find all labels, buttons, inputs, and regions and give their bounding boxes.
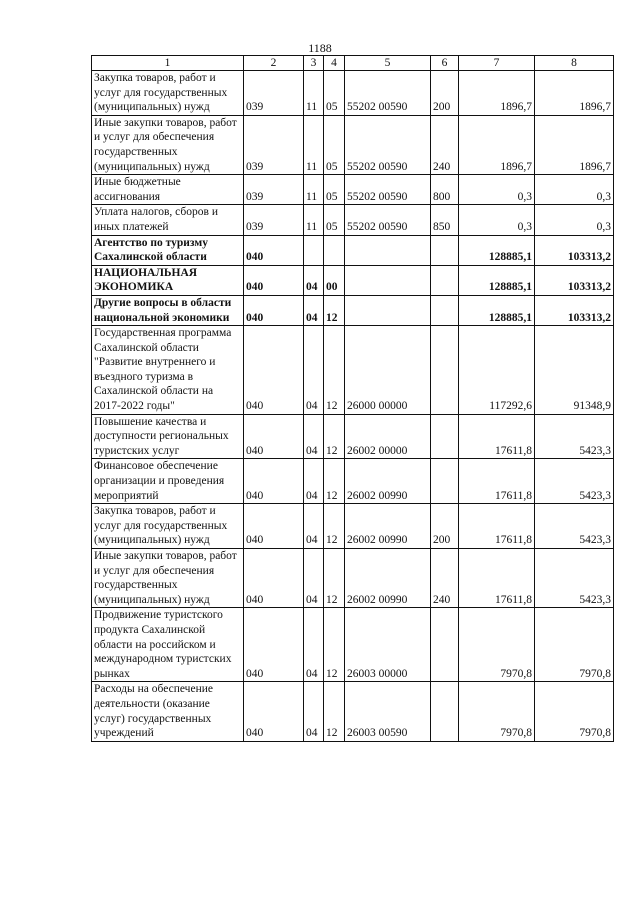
row-amount-2020-cell: 91348,9 [535, 326, 614, 415]
row-amount-2019-cell: 1896,7 [459, 71, 535, 116]
row-amount-2019-cell: 128885,1 [459, 265, 535, 295]
row-admin-code-cell: 040 [244, 504, 304, 549]
row-section-cell: 04 [304, 608, 324, 682]
row-admin-code-cell: 039 [244, 205, 304, 235]
row-target-code-cell [345, 295, 431, 325]
row-expense-type-cell: 800 [431, 175, 459, 205]
row-expense-type-cell [431, 326, 459, 415]
column-header: 7 [459, 56, 535, 71]
row-subsection-cell: 00 [324, 265, 345, 295]
row-target-code-cell: 55202 00590 [345, 175, 431, 205]
row-section-cell: 04 [304, 504, 324, 549]
row-section-cell: 04 [304, 682, 324, 741]
row-expense-type-cell: 240 [431, 549, 459, 608]
row-subsection-cell: 05 [324, 115, 345, 174]
row-expense-type-cell [431, 608, 459, 682]
row-amount-2020-cell: 1896,7 [535, 115, 614, 174]
row-target-code-cell: 55202 00590 [345, 71, 431, 116]
row-admin-code-cell: 039 [244, 175, 304, 205]
table-row [92, 235, 614, 265]
row-admin-code-cell: 040 [244, 459, 304, 504]
row-section-cell: 04 [304, 295, 324, 325]
row-amount-2020-cell: 5423,3 [535, 414, 614, 459]
table-row [92, 265, 614, 295]
row-subsection-cell: 12 [324, 682, 345, 741]
row-subsection-cell: 12 [324, 549, 345, 608]
row-amount-2019-cell: 17611,8 [459, 459, 535, 504]
budget-table [91, 55, 614, 742]
row-amount-2020-cell: 103313,2 [535, 235, 614, 265]
table-row [92, 682, 614, 741]
row-amount-2020-cell: 0,3 [535, 205, 614, 235]
table-body [92, 71, 614, 742]
row-expense-type-cell [431, 414, 459, 459]
table-row [92, 326, 614, 415]
row-subsection-cell: 05 [324, 71, 345, 116]
row-amount-2019-cell: 7970,8 [459, 682, 535, 741]
table-row [92, 71, 614, 116]
column-header: 6 [431, 56, 459, 71]
column-header: 4 [324, 56, 345, 71]
row-amount-2019-cell: 0,3 [459, 205, 535, 235]
row-expense-type-cell [431, 265, 459, 295]
row-expense-type-cell [431, 459, 459, 504]
row-target-code-cell: 26003 00590 [345, 682, 431, 741]
row-section-cell: 04 [304, 549, 324, 608]
row-subsection-cell: 05 [324, 175, 345, 205]
row-expense-type-cell: 200 [431, 71, 459, 116]
row-target-code-cell: 26003 00000 [345, 608, 431, 682]
row-name-cell: Иные бюджетные ассигнования [92, 175, 244, 205]
row-subsection-cell: 12 [324, 504, 345, 549]
row-section-cell: 11 [304, 115, 324, 174]
table-row [92, 504, 614, 549]
row-amount-2020-cell: 7970,8 [535, 608, 614, 682]
row-target-code-cell: 55202 00590 [345, 205, 431, 235]
row-amount-2020-cell: 1896,7 [535, 71, 614, 116]
row-name-cell: Продвижение туристского продукта Сахалинской области на российском и международном туристских рынках [92, 608, 244, 682]
table-row [92, 205, 614, 235]
row-expense-type-cell: 240 [431, 115, 459, 174]
row-admin-code-cell: 040 [244, 549, 304, 608]
row-expense-type-cell [431, 682, 459, 741]
table-row [92, 459, 614, 504]
row-target-code-cell: 55202 00590 [345, 115, 431, 174]
row-section-cell: 11 [304, 71, 324, 116]
table-row [92, 295, 614, 325]
column-header: 5 [345, 56, 431, 71]
row-admin-code-cell: 040 [244, 295, 304, 325]
row-name-cell: Другие вопросы в области национальной экономики [92, 295, 244, 325]
row-section-cell [304, 235, 324, 265]
row-section-cell: 04 [304, 459, 324, 504]
row-amount-2019-cell: 17611,8 [459, 414, 535, 459]
row-amount-2020-cell: 103313,2 [535, 295, 614, 325]
row-target-code-cell: 26002 00000 [345, 414, 431, 459]
row-amount-2020-cell: 5423,3 [535, 459, 614, 504]
row-section-cell: 11 [304, 175, 324, 205]
row-expense-type-cell: 200 [431, 504, 459, 549]
row-name-cell: Повышение качества и доступности региональных туристских услуг [92, 414, 244, 459]
row-name-cell: Агентство по туризму Сахалинской области [92, 235, 244, 265]
row-subsection-cell: 05 [324, 205, 345, 235]
row-subsection-cell: 12 [324, 608, 345, 682]
row-amount-2019-cell: 17611,8 [459, 549, 535, 608]
row-amount-2020-cell: 103313,2 [535, 265, 614, 295]
column-header: 8 [535, 56, 614, 71]
row-subsection-cell: 12 [324, 414, 345, 459]
row-amount-2019-cell: 128885,1 [459, 295, 535, 325]
row-admin-code-cell: 040 [244, 414, 304, 459]
row-name-cell: Закупка товаров, работ и услуг для государственных (муниципальных) нужд [92, 71, 244, 116]
column-header: 1 [92, 56, 244, 71]
row-name-cell: Финансовое обеспечение организации и проведения мероприятий [92, 459, 244, 504]
row-admin-code-cell: 039 [244, 71, 304, 116]
row-target-code-cell [345, 265, 431, 295]
row-name-cell: Расходы на обеспечение деятельности (оказание услуг) государственных учреждений [92, 682, 244, 741]
table-row [92, 115, 614, 174]
row-amount-2019-cell: 17611,8 [459, 504, 535, 549]
row-amount-2020-cell: 5423,3 [535, 504, 614, 549]
row-admin-code-cell: 040 [244, 682, 304, 741]
row-section-cell: 04 [304, 326, 324, 415]
row-name-cell: Закупка товаров, работ и услуг для государственных (муниципальных) нужд [92, 504, 244, 549]
column-header: 2 [244, 56, 304, 71]
header-row [92, 56, 614, 71]
row-expense-type-cell [431, 295, 459, 325]
row-subsection-cell [324, 235, 345, 265]
row-amount-2019-cell: 128885,1 [459, 235, 535, 265]
row-amount-2020-cell: 7970,8 [535, 682, 614, 741]
row-admin-code-cell: 040 [244, 235, 304, 265]
row-subsection-cell: 12 [324, 459, 345, 504]
table-row [92, 175, 614, 205]
row-amount-2019-cell: 1896,7 [459, 115, 535, 174]
row-amount-2020-cell: 5423,3 [535, 549, 614, 608]
page-number: 1188 [308, 41, 332, 55]
row-name-cell: Уплата налогов, сборов и иных платежей [92, 205, 244, 235]
row-expense-type-cell: 850 [431, 205, 459, 235]
row-section-cell: 04 [304, 414, 324, 459]
row-amount-2020-cell: 0,3 [535, 175, 614, 205]
row-section-cell: 04 [304, 265, 324, 295]
row-amount-2019-cell: 117292,6 [459, 326, 535, 415]
row-subsection-cell: 12 [324, 295, 345, 325]
row-name-cell: Иные закупки товаров, работ и услуг для обеспечения государственных (муниципальных) нужд [92, 115, 244, 174]
row-admin-code-cell: 040 [244, 265, 304, 295]
row-target-code-cell: 26002 00990 [345, 459, 431, 504]
row-subsection-cell: 12 [324, 326, 345, 415]
row-admin-code-cell: 039 [244, 115, 304, 174]
row-name-cell: НАЦИОНАЛЬНАЯ ЭКОНОМИКА [92, 265, 244, 295]
row-target-code-cell: 26002 00990 [345, 549, 431, 608]
table-row [92, 608, 614, 682]
row-name-cell: Государственная программа Сахалинской области "Развитие внутреннего и въездного туризма в Сахалинской области на 2017-2022 годы" [92, 326, 244, 415]
row-target-code-cell: 26002 00990 [345, 504, 431, 549]
row-expense-type-cell [431, 235, 459, 265]
row-amount-2019-cell: 7970,8 [459, 608, 535, 682]
row-target-code-cell [345, 235, 431, 265]
row-target-code-cell: 26000 00000 [345, 326, 431, 415]
row-section-cell: 11 [304, 205, 324, 235]
row-amount-2019-cell: 0,3 [459, 175, 535, 205]
table-row [92, 549, 614, 608]
column-header: 3 [304, 56, 324, 71]
row-admin-code-cell: 040 [244, 326, 304, 415]
row-admin-code-cell: 040 [244, 608, 304, 682]
row-name-cell: Иные закупки товаров, работ и услуг для обеспечения государственных (муниципальных) нужд [92, 549, 244, 608]
table-row [92, 414, 614, 459]
